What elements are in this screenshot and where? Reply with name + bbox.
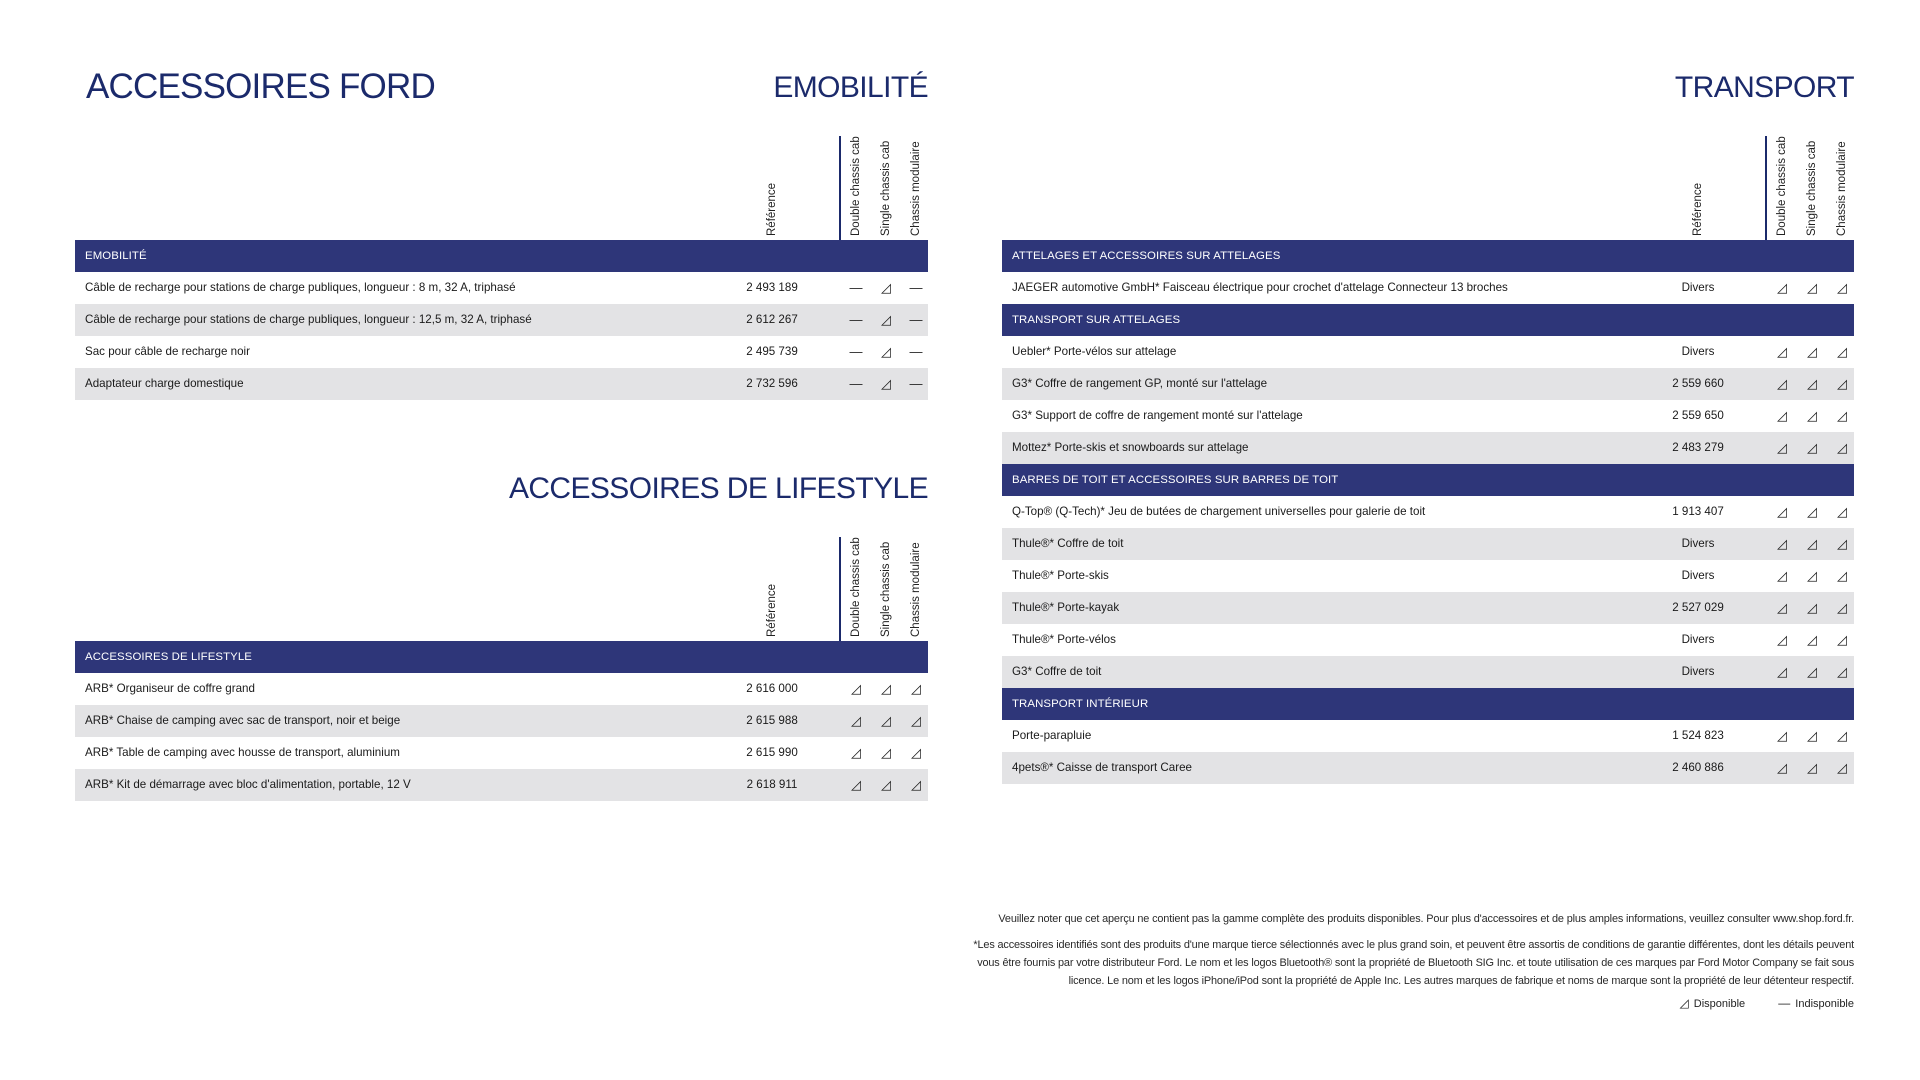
section-title: ACCESSOIRES DE LIFESTYLE — [85, 651, 252, 663]
available-icon: ◿ — [1837, 664, 1847, 679]
product-name: Sac pour câble de recharge noir — [85, 345, 250, 358]
available-icon: ◿ — [1777, 632, 1787, 647]
available-icon: ◿ — [911, 777, 921, 792]
available-icon: ◿ — [1807, 664, 1817, 679]
table-row — [1002, 336, 1854, 368]
section-header — [1002, 688, 1854, 720]
available-icon: ◿ — [881, 312, 891, 327]
available-icon: ◿ — [881, 376, 891, 391]
available-icon: ◿ — [1807, 760, 1817, 775]
product-name: Uebler* Porte-vélos sur attelage — [1012, 345, 1177, 358]
section-header — [1002, 240, 1854, 272]
product-name: Thule®* Porte-skis — [1012, 569, 1109, 582]
available-icon: ◿ — [1777, 536, 1787, 551]
lifestyle-heading: ACCESSOIRES DE LIFESTYLE — [508, 472, 928, 505]
reference-number: 2 616 000 — [746, 682, 798, 695]
product-name: ARB* Table de camping avec housse de transport, aluminium — [85, 746, 400, 759]
reference-number: Divers — [1681, 345, 1715, 358]
section-header — [75, 240, 928, 272]
available-icon: ◿ — [851, 713, 861, 728]
available-icon: ◿ — [881, 745, 891, 760]
available-icon: ◿ — [1777, 280, 1787, 295]
reference-column-label: Référence — [766, 182, 778, 236]
single-chassis-column-label: Single chassis cab — [880, 541, 892, 637]
product-name: 4pets®* Caisse de transport Caree — [1012, 761, 1192, 774]
product-name: ARB* Organiseur de coffre grand — [85, 682, 255, 695]
table-row — [1002, 592, 1854, 624]
available-icon: ◿ — [881, 280, 891, 295]
reference-number: 2 527 029 — [1672, 601, 1724, 614]
table-row — [1002, 560, 1854, 592]
available-icon: ◿ — [1807, 440, 1817, 455]
available-icon: ◿ — [1807, 504, 1817, 519]
available-icon: ◿ — [911, 681, 921, 696]
column-divider — [839, 537, 841, 641]
available-icon: ◿ — [1807, 536, 1817, 551]
unavailable-icon: — — [849, 312, 863, 327]
third-party-note: licence. Le nom et les logos iPhone/iPod sont la propriété de Apple Inc. Les autres marques de fabrique et noms de marque sont la propriété de leur détenteur respectif. — [1068, 975, 1854, 987]
section-header — [1002, 464, 1854, 496]
reference-number: 2 615 988 — [746, 714, 798, 727]
available-icon: ◿ — [1807, 280, 1817, 295]
product-name: Q-Top® (Q-Tech)* Jeu de butées de chargement universelles pour galerie de toit — [1012, 505, 1426, 518]
table-row — [75, 705, 928, 737]
reference-number: Divers — [1681, 633, 1715, 646]
reference-number: 2 495 739 — [746, 345, 798, 358]
product-name: Thule®* Porte-kayak — [1012, 601, 1120, 614]
column-header — [1002, 134, 1854, 240]
available-icon: ◿ — [1837, 632, 1847, 647]
emobilite-heading: EMOBILITÉ — [773, 71, 928, 104]
reference-number: Divers — [1681, 537, 1715, 550]
available-icon: ◿ — [1777, 376, 1787, 391]
product-name: ARB* Chaise de camping avec sac de transport, noir et beige — [85, 714, 401, 727]
reference-number: 2 615 990 — [746, 746, 798, 759]
section-title: ATTELAGES ET ACCESSOIRES SUR ATTELAGES — [1012, 250, 1281, 262]
transport-heading: TRANSPORT — [1674, 71, 1854, 104]
unavailable-icon: — — [849, 344, 863, 359]
available-label: Disponible — [1693, 998, 1746, 1010]
reference-number: 2 732 596 — [746, 377, 798, 390]
double-chassis-column-label: Double chassis cab — [1776, 136, 1788, 236]
available-icon: ◿ — [1837, 280, 1847, 295]
product-name: Porte-parapluie — [1012, 729, 1092, 742]
available-icon: ◿ — [1837, 728, 1847, 743]
available-icon: ◿ — [1837, 600, 1847, 615]
unavailable-icon: — — [849, 376, 863, 391]
unavailable-icon: — — [849, 280, 863, 295]
product-name: G3* Coffre de rangement GP, monté sur l'attelage — [1012, 377, 1268, 390]
product-name: G3* Coffre de toit — [1012, 665, 1102, 678]
section-header — [75, 641, 928, 673]
unavailable-icon: — — [909, 312, 923, 327]
product-name: Adaptateur charge domestique — [85, 377, 244, 390]
unavailable-label: Indisponible — [1795, 998, 1854, 1010]
third-party-note: *Les accessoires identifiés sont des produits d'une marque tierce sélectionnés avec le plus grand soin, et peuvent être assortis de conditions de garantie différentes, dont les détails peuvent — [973, 939, 1854, 951]
modulaire-column-label: Chassis modulaire — [1836, 141, 1848, 236]
available-icon: ◿ — [881, 681, 891, 696]
section-title: BARRES DE TOIT ET ACCESSOIRES SUR BARRES DE TOIT — [1012, 474, 1339, 486]
available-icon: ◿ — [851, 777, 861, 792]
available-icon: ◿ — [1837, 504, 1847, 519]
table-row — [1002, 720, 1854, 752]
available-icon: ◿ — [911, 713, 921, 728]
available-icon: ◿ — [1807, 568, 1817, 583]
table-row — [1002, 528, 1854, 560]
product-name: Câble de recharge pour stations de charge publiques, longueur : 12,5 m, 32 A, triphasé — [85, 313, 532, 326]
available-icon: ◿ — [1679, 996, 1689, 1010]
table-row — [75, 272, 928, 304]
available-icon: ◿ — [1777, 664, 1787, 679]
product-name: Thule®* Coffre de toit — [1012, 537, 1124, 550]
available-icon: ◿ — [1837, 568, 1847, 583]
double-chassis-column-label: Double chassis cab — [850, 537, 862, 637]
legend — [1673, 996, 1854, 1010]
table-row — [75, 673, 928, 705]
section-title: TRANSPORT INTÉRIEUR — [1012, 698, 1149, 710]
reference-column-label: Référence — [1692, 182, 1704, 236]
column-header — [75, 134, 928, 240]
available-icon: ◿ — [881, 344, 891, 359]
reference-number: Divers — [1681, 665, 1715, 678]
table-row — [1002, 272, 1854, 304]
table-row — [75, 304, 928, 336]
available-icon: ◿ — [1807, 600, 1817, 615]
available-icon: ◿ — [881, 777, 891, 792]
available-icon: ◿ — [1807, 376, 1817, 391]
section-title: TRANSPORT SUR ATTELAGES — [1012, 314, 1181, 326]
page-title: ACCESSOIRES FORD — [86, 67, 435, 106]
product-name: Thule®* Porte-vélos — [1012, 633, 1116, 646]
table-row — [75, 368, 928, 400]
reference-number: 2 559 660 — [1672, 377, 1724, 390]
available-icon: ◿ — [1837, 376, 1847, 391]
product-name: Mottez* Porte-skis et snowboards sur attelage — [1012, 441, 1249, 454]
single-chassis-column-label: Single chassis cab — [1806, 140, 1818, 236]
reference-number: Divers — [1681, 281, 1715, 294]
table-row — [1002, 624, 1854, 656]
available-icon: ◿ — [1777, 344, 1787, 359]
product-name: G3* Support de coffre de rangement monté sur l'attelage — [1012, 409, 1303, 422]
available-icon: ◿ — [1807, 408, 1817, 423]
modulaire-column-label: Chassis modulaire — [910, 542, 922, 637]
reference-number: 2 483 279 — [1672, 441, 1724, 454]
reference-column-label: Référence — [766, 583, 778, 637]
available-icon: ◿ — [1837, 536, 1847, 551]
table-row — [1002, 656, 1854, 688]
unavailable-icon: — — [909, 280, 923, 295]
single-chassis-column-label: Single chassis cab — [880, 140, 892, 236]
double-chassis-column-label: Double chassis cab — [850, 136, 862, 236]
column-divider — [839, 136, 841, 240]
available-icon: ◿ — [851, 745, 861, 760]
product-name: ARB* Kit de démarrage avec bloc d'alimentation, portable, 12 V — [85, 778, 411, 791]
transport-table — [1002, 134, 1854, 784]
available-icon: ◿ — [881, 713, 891, 728]
table-row — [75, 336, 928, 368]
reference-number: 2 618 911 — [746, 778, 798, 791]
emobilite-table — [75, 134, 928, 400]
unavailable-icon: — — [1778, 996, 1791, 1010]
table-row — [1002, 752, 1854, 784]
available-icon: ◿ — [1777, 408, 1787, 423]
unavailable-icon: — — [909, 344, 923, 359]
table-row — [1002, 368, 1854, 400]
available-icon: ◿ — [1807, 632, 1817, 647]
available-icon: ◿ — [911, 745, 921, 760]
reference-number: 1 524 823 — [1672, 729, 1724, 742]
available-icon: ◿ — [1777, 728, 1787, 743]
table-row — [1002, 432, 1854, 464]
available-icon: ◿ — [1777, 440, 1787, 455]
reference-number: 2 493 189 — [746, 281, 798, 294]
available-icon: ◿ — [1807, 344, 1817, 359]
product-name: JAEGER automotive GmbH* Faisceau électrique pour crochet d'attelage Connecteur 13 broches — [1012, 281, 1508, 294]
available-icon: ◿ — [1777, 568, 1787, 583]
table-row — [1002, 496, 1854, 528]
table-row — [75, 737, 928, 769]
available-icon: ◿ — [1837, 408, 1847, 423]
reference-number: 2 612 267 — [746, 313, 798, 326]
table-row — [75, 769, 928, 801]
section-title: EMOBILITÉ — [85, 250, 147, 262]
unavailable-icon: — — [909, 376, 923, 391]
available-icon: ◿ — [1777, 600, 1787, 615]
available-icon: ◿ — [851, 681, 861, 696]
section-header — [1002, 304, 1854, 336]
table-row — [1002, 400, 1854, 432]
column-header — [75, 535, 928, 641]
modulaire-column-label: Chassis modulaire — [910, 141, 922, 236]
available-icon: ◿ — [1837, 440, 1847, 455]
available-icon: ◿ — [1837, 760, 1847, 775]
lifestyle-table — [75, 535, 928, 801]
available-icon: ◿ — [1807, 728, 1817, 743]
column-divider — [1765, 136, 1767, 240]
third-party-note: vous être fournis par votre distributeur Ford. Le nom et les logos Bluetooth® sont la propriété de Bluetooth SIG Inc. et toute utilisation de ces marques par Ford Motor Company se fait sous — [977, 957, 1854, 969]
available-icon: ◿ — [1777, 760, 1787, 775]
available-icon: ◿ — [1777, 504, 1787, 519]
available-icon: ◿ — [1837, 344, 1847, 359]
reference-number: 1 913 407 — [1672, 505, 1724, 518]
reference-number: Divers — [1681, 569, 1715, 582]
product-name: Câble de recharge pour stations de charge publiques, longueur : 8 m, 32 A, triphasé — [85, 281, 516, 294]
reference-number: 2 460 886 — [1672, 761, 1724, 774]
disclaimer-text: Veuillez noter que cet aperçu ne contient pas la gamme complète des produits disponibles. Pour plus d'accessoires et de plus amples informations, veuillez consulter www.shop.ford.fr. — [998, 913, 1854, 925]
reference-number: 2 559 650 — [1672, 409, 1724, 422]
